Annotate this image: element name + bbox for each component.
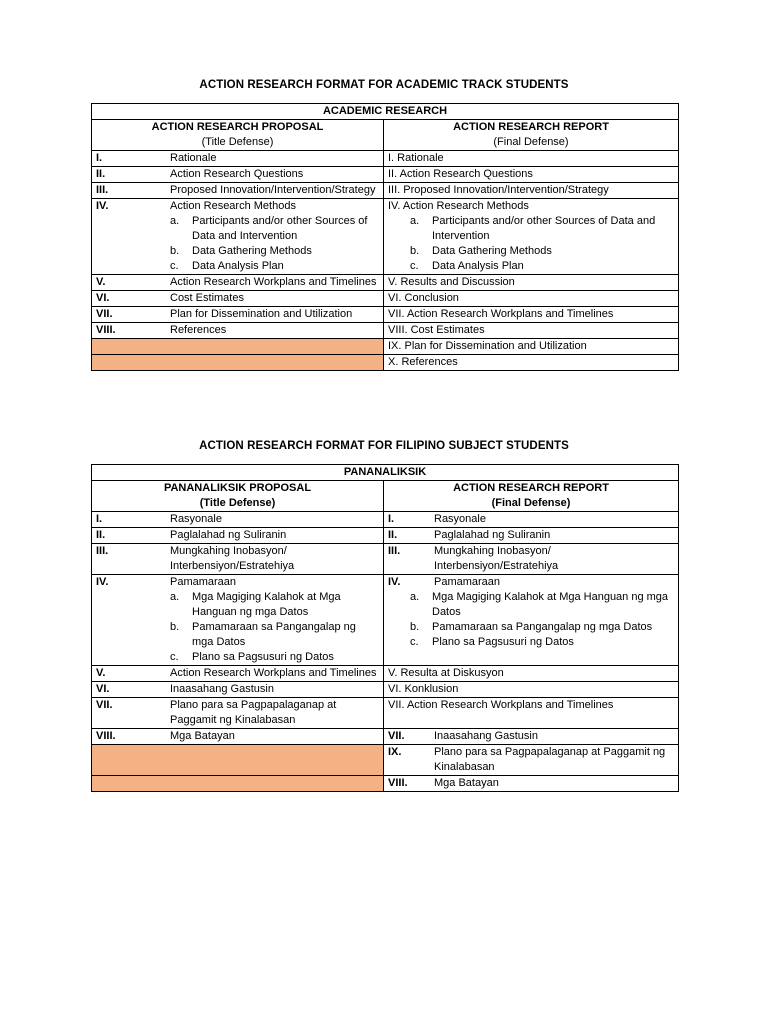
list-item — [170, 590, 379, 620]
item-text: Rasyonale — [434, 513, 486, 525]
item-number: VI. — [96, 292, 110, 304]
list-item — [410, 244, 674, 259]
empty-shaded-cell — [92, 355, 384, 371]
item-number: II. — [388, 529, 398, 541]
item-text: VI. Konklusion — [388, 683, 459, 695]
item-text: Mungkahing Inobasyon/ Interbensiyon/Estratehiya — [170, 545, 295, 572]
academic-format-title: ACTION RESEARCH FORMAT FOR ACADEMIC TRACK STUDENTS — [199, 79, 569, 91]
item-number: I. — [96, 513, 103, 525]
list-text: Data Analysis Plan — [432, 260, 524, 272]
item-text: V. Resulta at Diskusyon — [388, 667, 504, 679]
table-row — [92, 275, 679, 291]
table-row — [92, 151, 679, 167]
list-letter: c. — [170, 651, 179, 663]
proposal-column-heading — [92, 120, 384, 151]
item-text: Rasyonale — [170, 513, 222, 525]
table-row — [92, 199, 679, 275]
item-number: IV. — [96, 576, 109, 588]
item-text: Cost Estimates — [170, 292, 244, 304]
item-text: Action Research Methods — [170, 200, 296, 212]
list-text: Mga Magiging Kalahok at Mga Hanguan ng mga Datos — [192, 591, 341, 618]
item-text: VII. Action Research Workplans and Timelines — [388, 699, 614, 711]
item-text: VIII. Cost Estimates — [388, 324, 485, 336]
item-number: VII. — [96, 308, 113, 320]
item-text: X. References — [388, 356, 458, 368]
table-row — [92, 339, 679, 355]
item-text: Paglalahad ng Suliranin — [434, 529, 551, 541]
report-subheading: (Final Defense) — [493, 136, 569, 148]
report-column-heading — [384, 120, 679, 151]
item-text: Mga Batayan — [434, 777, 499, 789]
list-text: Pamamaraan sa Pangangalap ng mga Datos — [432, 621, 653, 633]
item-text: Inaasahang Gastusin — [170, 683, 274, 695]
table-row — [92, 528, 679, 544]
item-text: IV. Action Research Methods — [388, 200, 529, 212]
item-number: VII. — [388, 730, 405, 742]
item-text: I. Rationale — [388, 152, 444, 164]
proposal-subheading: (Title Defense) — [199, 497, 276, 509]
proposal-column-heading — [92, 481, 384, 512]
table-row — [92, 729, 679, 745]
list-letter: a. — [410, 215, 420, 227]
list-letter: b. — [170, 245, 180, 257]
item-number: VIII. — [96, 730, 116, 742]
list-item — [170, 259, 379, 274]
list-letter: c. — [410, 636, 419, 648]
item-number: VII. — [96, 699, 113, 711]
list-item — [410, 214, 674, 244]
table-row — [92, 544, 679, 575]
item-text: VII. Action Research Workplans and Timelines — [388, 308, 614, 320]
table-row — [92, 291, 679, 307]
list-item — [170, 650, 379, 665]
list-text: Data Analysis Plan — [192, 260, 284, 272]
item-text: Pamamaraan — [170, 576, 237, 588]
proposal-heading-text: ACTION RESEARCH PROPOSAL — [151, 121, 324, 133]
item-text: VI. Conclusion — [388, 292, 459, 304]
list-item — [410, 259, 674, 274]
item-text: Action Research Questions — [170, 168, 304, 180]
list-text: Pamamaraan sa Pangangalap ng mga Datos — [192, 621, 356, 648]
list-letter: b. — [410, 245, 420, 257]
academic-band-heading: ACADEMIC RESEARCH — [92, 104, 679, 120]
proposal-heading-text: PANANALIKSIK PROPOSAL — [163, 482, 312, 494]
methods-sublist — [388, 214, 674, 274]
item-number: VI. — [96, 683, 110, 695]
report-heading-text: ACTION RESEARCH REPORT — [453, 482, 609, 494]
list-letter: a. — [170, 591, 180, 603]
item-text: IX. Plan for Dissemination and Utilization — [388, 340, 587, 352]
item-number: IX. — [388, 746, 402, 758]
item-number: III. — [96, 184, 109, 196]
list-item — [410, 620, 674, 635]
pananaliksik-band-heading: PANANALIKSIK — [92, 465, 679, 481]
empty-shaded-cell — [92, 776, 384, 792]
item-number: V. — [96, 276, 106, 288]
list-letter: b. — [170, 621, 180, 633]
report-subheading: (Final Defense) — [491, 497, 571, 509]
item-number: VIII. — [96, 324, 116, 336]
list-letter: c. — [410, 260, 419, 272]
table-row — [92, 666, 679, 682]
item-text: II. Action Research Questions — [388, 168, 533, 180]
table-row — [92, 323, 679, 339]
item-text: Paglalahad ng Suliranin — [170, 529, 287, 541]
list-letter: c. — [170, 260, 179, 272]
list-letter: a. — [410, 591, 420, 603]
table-row — [92, 183, 679, 199]
list-item — [170, 244, 379, 259]
table-row — [92, 745, 679, 776]
item-text: Rationale — [170, 152, 217, 164]
list-text: Mga Magiging Kalahok at Mga Hanguan ng mga Datos — [432, 591, 669, 618]
list-item — [410, 635, 674, 650]
list-text: Data Gathering Methods — [432, 245, 552, 257]
item-number: II. — [96, 168, 106, 180]
item-number: III. — [388, 545, 401, 557]
list-letter: b. — [410, 621, 420, 633]
list-text: Participants and/or other Sources of Data and Intervention — [192, 215, 368, 242]
item-number: VIII. — [388, 777, 408, 789]
item-text: Plano para sa Pagpapalaganap at Paggamit ng Kinalabasan — [170, 699, 337, 726]
item-text: Plano para sa Pagpapalaganap at Paggamit ng Kinalabasan — [434, 746, 666, 773]
item-text: Proposed Innovation/Intervention/Strategy — [170, 184, 376, 196]
list-text: Plano sa Pagsusuri ng Datos — [432, 636, 574, 648]
item-text: Pamamaraan — [434, 576, 501, 588]
table-row — [92, 307, 679, 323]
table-row — [92, 512, 679, 528]
academic-research-table — [91, 103, 679, 371]
methods-sublist — [96, 590, 379, 665]
table-row — [92, 698, 679, 729]
item-number: II. — [96, 529, 106, 541]
list-text: Participants and/or other Sources of Data and Intervention — [432, 215, 656, 242]
item-text: Action Research Workplans and Timelines — [170, 667, 377, 679]
report-heading-text: ACTION RESEARCH REPORT — [453, 121, 609, 133]
empty-shaded-cell — [92, 745, 384, 776]
pananaliksik-table — [91, 464, 679, 792]
table-row — [92, 682, 679, 698]
methods-sublist — [388, 590, 674, 650]
item-number: IV. — [96, 200, 109, 212]
item-number: I. — [388, 513, 395, 525]
item-text: Mga Batayan — [170, 730, 235, 742]
list-item — [410, 590, 674, 620]
item-text: Inaasahang Gastusin — [434, 730, 538, 742]
item-number: IV. — [388, 576, 401, 588]
empty-shaded-cell — [92, 339, 384, 355]
proposal-subheading: (Title Defense) — [201, 136, 274, 148]
filipino-format-title: ACTION RESEARCH FORMAT FOR FILIPINO SUBJECT STUDENTS — [199, 440, 569, 452]
list-text: Data Gathering Methods — [192, 245, 312, 257]
table-row — [92, 355, 679, 371]
item-number: V. — [96, 667, 106, 679]
item-text: References — [170, 324, 227, 336]
table-row — [92, 575, 679, 666]
table-row — [92, 776, 679, 792]
item-text: Action Research Workplans and Timelines — [170, 276, 377, 288]
methods-sublist — [96, 214, 379, 274]
item-number: I. — [96, 152, 103, 164]
report-column-heading — [384, 481, 679, 512]
item-text: Mungkahing Inobasyon/ Interbensiyon/Estratehiya — [434, 545, 559, 572]
item-text: Plan for Dissemination and Utilization — [170, 308, 353, 320]
list-text: Plano sa Pagsusuri ng Datos — [192, 651, 334, 663]
item-text: III. Proposed Innovation/Intervention/Strategy — [388, 184, 609, 196]
item-text: V. Results and Discussion — [388, 276, 515, 288]
item-number: III. — [96, 545, 109, 557]
list-item — [170, 214, 379, 244]
list-letter: a. — [170, 215, 180, 227]
table-row — [92, 167, 679, 183]
list-item — [170, 620, 379, 650]
